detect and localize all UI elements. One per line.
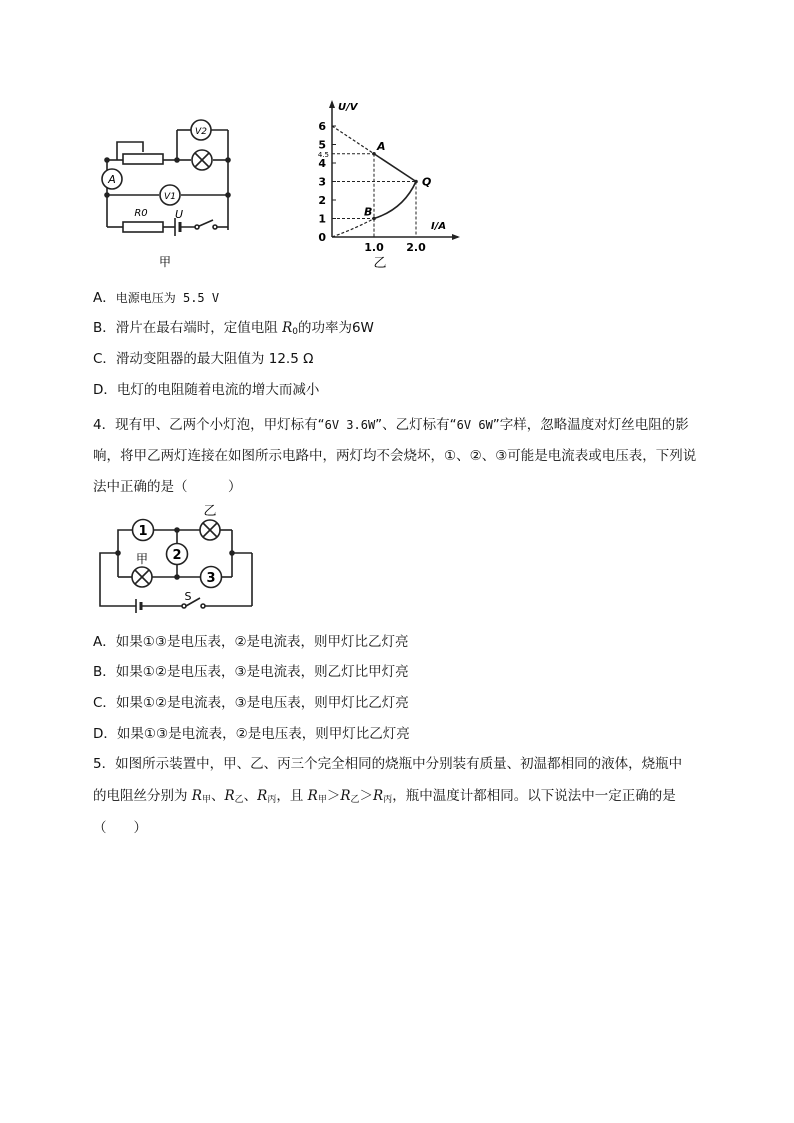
q4-number: 4． [93,417,116,433]
series-line-3 [332,219,374,238]
option-letter: C． [93,695,116,711]
q4-option-c [93,693,409,713]
q3-option-a [93,288,219,308]
r-symbol: R [257,788,268,804]
r-sub-jia: 甲 [201,795,211,805]
q4-option-d [93,724,410,744]
lamp-yi-label: 乙 [203,504,217,519]
y-tick-label: 1 [318,212,326,226]
option-text-after: 的功率为6W [297,320,374,336]
r0-label: R0 [134,208,148,219]
option-letter: A． [93,634,116,650]
q5-answer-bracket: （ ） [93,820,147,836]
series-line-2 [374,182,416,219]
q3-option-d [93,380,319,400]
q4-stem-part1: 现有甲、乙两个小灯泡，甲灯标有“ [115,417,325,433]
q5-line2 [93,786,676,810]
r0-symbol: R [282,320,293,336]
q5-text: 的电阻丝分别为 [93,788,192,804]
option-letter: C． [93,351,116,367]
q4-option-a [93,632,409,652]
y-tick-label: 0 [318,231,326,244]
q5-number: 5． [93,756,116,772]
q4-option-b [93,662,409,682]
y-tick-label-extra: 4.5 [317,150,329,159]
r-sub-yi: 乙 [234,795,244,805]
q4-spec-jia: 6V 3.6W [324,418,376,432]
y-tick-label: 5 [318,138,326,152]
point-label-b: B [364,205,373,219]
r0-subscript: 0 [292,327,298,337]
y-tick-label: 2 [318,194,326,207]
data-point-b [372,217,376,221]
lamp-jia-label: 甲 [135,552,149,566]
chart-caption: 乙 [373,256,387,271]
meter-a-label: A [108,173,116,186]
point-label-a: A [377,139,386,153]
q5-text: ，瓶中温度计都相同。以下说法中一定正确的是 [392,788,676,804]
q4-spec-yi: 6V 6W [456,418,493,432]
u-label: U [174,208,184,221]
q3-option-c [93,349,313,369]
q5-sep: 、 [243,788,258,804]
option-text-before: 滑片在最右端时，定值电阻 [115,320,283,336]
q5-line3 [93,818,147,838]
option-text: 电源电压为 5.5 V [115,291,220,305]
greater-than: ＞ [359,788,374,804]
r-symbol: R [191,788,202,804]
meter-v1-label: V1 [164,192,176,202]
y-axis-arrow [329,100,335,108]
q3-option-b [93,318,374,342]
option-letter: B． [93,664,116,680]
r-sub-jia: 甲 [317,795,327,805]
y-tick-label: 6 [318,120,326,133]
data-point-a [372,152,376,156]
figure-graph-yi [300,96,470,271]
y-tick-label: 4 [318,157,326,170]
x-axis-arrow [452,234,460,240]
q5-line1 [93,754,682,774]
q4-stem [93,410,705,503]
r-symbol: R [340,788,351,804]
switch-label: S [184,590,192,603]
r-sub-yi: 乙 [350,795,360,805]
option-letter: D． [93,726,117,742]
chart-x-label: I/A [431,221,447,232]
q5-sep: 、 [210,788,225,804]
q4-stem-part3: ”字样，忽略温度对灯丝电阻的影响，将甲乙两灯连接在如图所示电路中，两灯均不会烧坏，①、②、③可能是电流表或电压表，下列说法中正确的是（ ） [93,417,697,495]
r-symbol: R [307,788,318,804]
r-sub-bing: 丙 [383,795,393,805]
x-tick-label: 1.0 [364,241,384,254]
q4-stem-part2: ”、乙灯标有“ [375,417,457,433]
y-tick-label: 3 [318,175,326,189]
point-label-q: Q [422,175,432,189]
option-text: 电灯的电阻随着电流的增大而减小 [116,382,320,398]
meter-3-label: 3 [206,571,216,586]
option-text: 如果①②是电流表，③是电压表，则甲灯比乙灯亮 [115,695,409,711]
option-text: 如果①③是电压表，②是电流表，则甲灯比乙灯亮 [115,634,409,650]
x-tick-label: 2.0 [406,241,426,254]
meter-2-label: 2 [172,548,182,563]
option-letter: D． [93,382,117,398]
q5-text: 如图所示装置中，甲、乙、丙三个完全相同的烧瓶中分别装有质量、初温都相同的液体，烧瓶中 [115,756,683,772]
greater-than: ＞ [326,788,341,804]
data-point-q [414,180,418,184]
series-line-0 [332,126,374,154]
figure-circuit-jia [95,112,245,272]
r-sub-bing: 丙 [267,795,277,805]
chart-y-label: U/V [338,102,358,113]
figure-q4-circuit [96,503,256,613]
r-symbol: R [224,788,235,804]
option-text: 滑动变阻器的最大阻值为 12.5 Ω [115,351,314,367]
figure-jia-caption: 甲 [158,255,172,269]
option-letter: A． [93,290,116,306]
option-text: 如果①③是电流表，②是电压表，则甲灯比乙灯亮 [116,726,410,742]
option-letter: B． [93,320,116,336]
meter-1-label: 1 [138,524,148,539]
meter-v2-label: V2 [195,127,207,137]
option-text: 如果①②是电压表，③是电流表，则乙灯比甲灯亮 [115,664,409,680]
r-symbol: R [373,788,384,804]
series-line-1 [374,154,416,182]
q5-text: ，且 [276,788,308,804]
